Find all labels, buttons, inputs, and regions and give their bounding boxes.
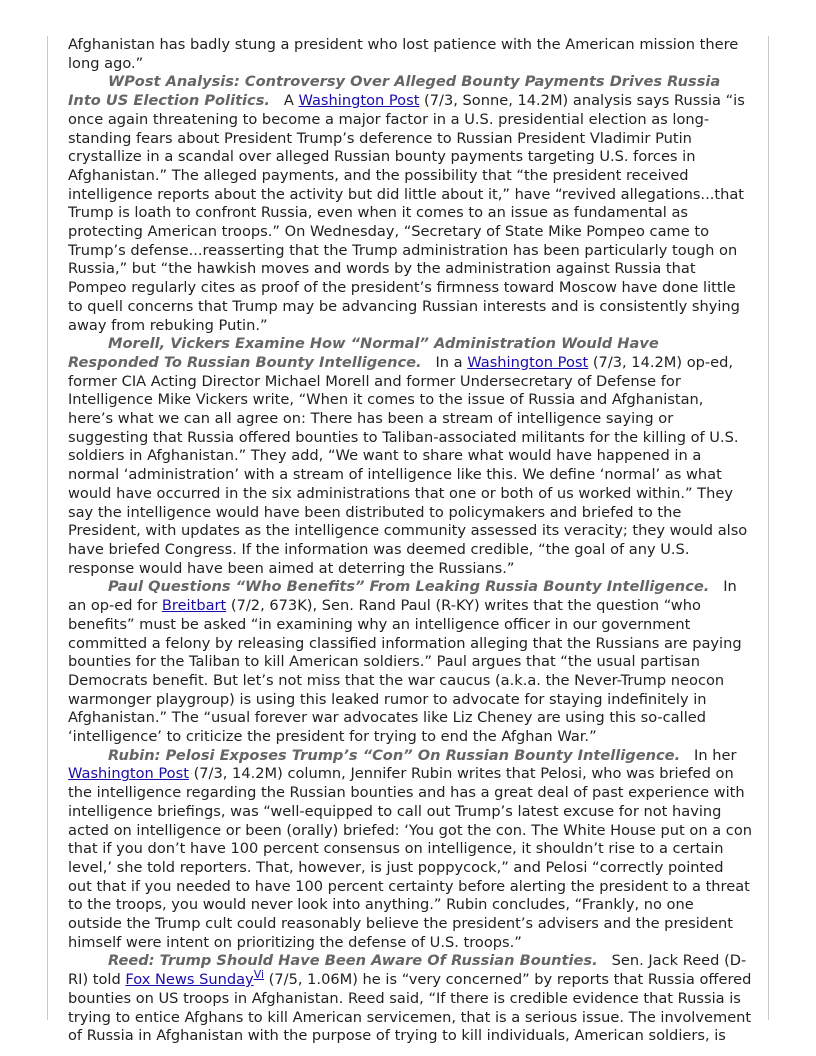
source-link-washington-post[interactable]: Washington Post [298, 92, 420, 110]
article-lead-in: In her [694, 746, 737, 764]
article-lead-in: In an op-ed for [68, 578, 737, 615]
article-wpost-analysis [68, 73, 752, 335]
article-column [68, 36, 752, 1046]
article-body: (7/2, 673K), Sen. Rand Paul (R-KY) writes that the question “who benefits” must be asked “in examining why an intelligence officer in our government committed a felony by releasing classified information alleging that the Russians are paying bounties for the Taliban to kill American soldiers.” Paul argues that “the usual partisan Democrats benefit. But let’s not miss that the war caucus (a.k.a. the Never-Trump neocon warmonger playgroup) is using this leaked rumor to advocate for staying indefinitely in Afghanistan.” The “usual forever war advocates like Liz Cheney are using this so-called ‘intelligence’ to criticize the president for trying to end the Afghan War.” [68, 597, 742, 746]
article-headline: WPost Analysis: Controversy Over Alleged Bounty Payments Drives Russia Into US Election Politics. [68, 73, 721, 110]
article-rubin [68, 747, 752, 953]
article-headline: Paul Questions “Who Benefits” From Leaking Russia Bounty Intelligence. [108, 578, 710, 596]
source-link-breitbart[interactable]: Breitbart [161, 597, 227, 615]
article-lead-in: A [283, 92, 299, 110]
intro-paragraph-tail: Afghanistan has badly stung a president who lost patience with the American mission there long ago.” [68, 36, 739, 72]
article-body: (7/5, 1.06M) he is “very concerned” by reports that Russia offered bounties on US troops in Afghanistan. Reed said, “If there is credible evidence that Russia is trying to entice Afghans to kill American servicemen, that is a serious issue. The involvement of Russia in Afghanistan with the purpose of trying to kill individuals, American soldiers, is [68, 971, 752, 1045]
article-body: (7/3, 14.2M) op-ed, former CIA Acting Director Michael Morell and former Undersecretary of Defense for Intelligence Mike Vickers write, “When it comes to the issue of Russia and Afghanistan, here’s what we can all agree on: There has been a stream of intelligence saying or suggesting that Russia offered bounties to Taliban-associated militants for the killing of U.S. soldiers in Afghanistan.” They add, “We want to share what would have happened in a normal ‘administration’ with a stream of intelligence like this. We define ‘normal’ as what would have occurred in the six administrations that one or both of us worked within.” They say the intelligence would have been distributed to policymakers and briefed to the President, with updates as the intelligence community assessed its veracity; they would also have briefed Congress. If the information was deemed credible, “the goal of any U.S. response would have been aimed at deterring the Russians.” [68, 353, 748, 577]
video-badge-link[interactable]: Vi [253, 968, 265, 982]
left-margin-rule [47, 36, 48, 1020]
source-link-washington-post[interactable]: Washington Post [467, 353, 589, 371]
source-link-washington-post[interactable]: Washington Post [68, 765, 189, 783]
article-headline: Morell, Vickers Examine How “Normal” Administration Would Have Responded To Russian Bounty Intelligence. [68, 335, 659, 371]
article-body: (7/3, 14.2M) column, Jennifer Rubin writes that Pelosi, who was briefed on the intelligence regarding the Russian bounties and has a great deal of past experience with intelligence briefings, was “well-equipped to call out Trump’s latest excuse for not having acted on intelligence or been (orally) briefed: ‘You got the con. The White House put on a con that if you don’t have 100 percent consensus on intelligence, it shouldn’t rise to a certain level,’ she told reporters. That, however, is just poppycock,” and Pelosi “correctly pointed out that if you needed to have 100 percent certainty before alerting the president to a threat to the troops, you would never look into anything.” Rubin concludes, “Frankly, no one outside the Trump cult could reasonably believe the president’s advisers and the president himself were intent on prioritizing the defense of U.S. troops.” [68, 765, 752, 951]
source-link-fox-news-sunday[interactable]: Fox News Sunday [125, 971, 254, 989]
article-morell-vickers [68, 335, 752, 578]
article-lead-in: Sen. Jack Reed (D-RI) told [68, 952, 747, 989]
article-reed [68, 952, 752, 1046]
article-lead-in: In a [435, 353, 468, 371]
article-headline: Rubin: Pelosi Exposes Trump’s “Con” On Russian Bounty Intelligence. [108, 746, 681, 764]
right-margin-rule [768, 36, 769, 1020]
article-body: (7/3, Sonne, 14.2M) analysis says Russia “is once again threatening to become a major factor in a U.S. presidential election as long-standing fears about President Trump’s deference to Russian President Vladimir Putin crystallize in a scandal over alleged Russian bounty payments targeting U.S. forces in Afghanistan.” The alleged payments, and the possibility that “the president received intelligence reports about the activity but did little about it,” have “revived allegations...that Trump is loath to confront Russia, even when it comes to an issue as fundamental as protecting American troops.” On Wednesday, “Secretary of State Mike Pompeo came to Trump’s defense...reasserting that the Trump administration has been particularly tough on Russia,” but “the hawkish moves and words by the administration against Russia that Pompeo regularly cites as proof of the president’s firmness toward Moscow have done little to quell concerns that Trump may be advancing Russian interests and is consistently shying away from rebuking Putin.” [68, 92, 745, 334]
article-headline: Reed: Trump Should Have Been Aware Of Russian Bounties. [108, 952, 598, 970]
article-paul [68, 578, 752, 746]
